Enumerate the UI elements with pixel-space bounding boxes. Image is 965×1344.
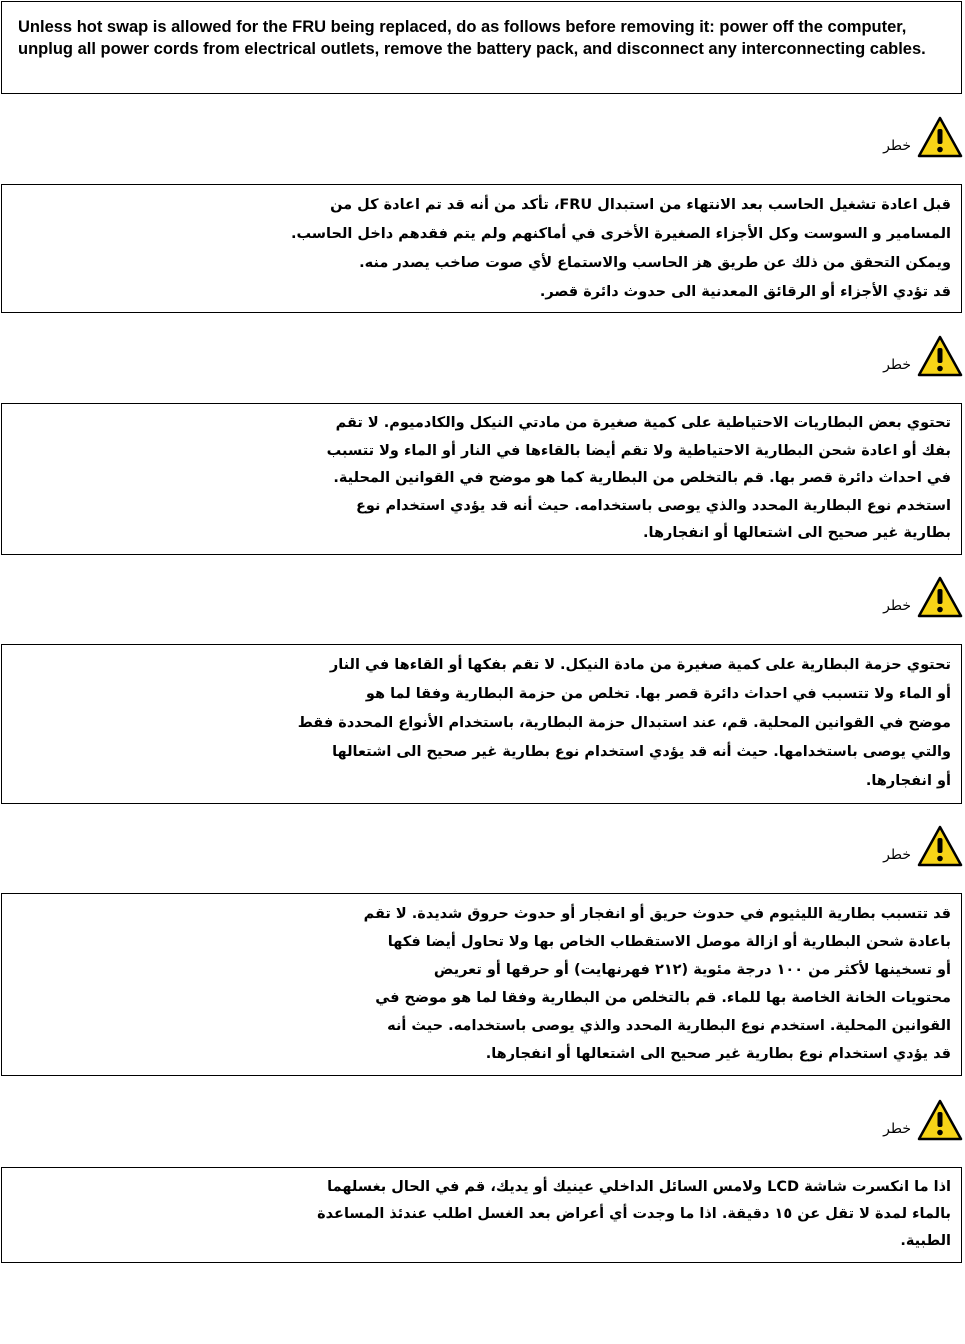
warning-line: اذا ما انكسرت شاشة LCD ولامس السائل الداخلي عينيك أو يديك، قم في الحال بغسلهما xyxy=(327,1179,951,1195)
warning-triangle-icon xyxy=(917,335,963,377)
warning-line: أو الماء ولا تتسبب في احداث دائرة قصر بها. تخلص من حزمة البطارية وفقا لما هو xyxy=(365,686,951,702)
warning-heading-3 xyxy=(873,574,963,618)
warning-line: تحتوي بعض البطاريات الاحتياطية على كمية صغيرة من مادتي النيكل والكادميوم. لا تقم xyxy=(335,415,951,431)
warning-line: قد يؤدي استخدام نوع بطارية غير صحيح الى اشتعالها أو انفجارها. xyxy=(485,1046,951,1062)
warning-line: في احداث دائرة قصر بها. قم بالتخلص من البطارية كما هو موضح في القوانين المحلية. xyxy=(333,470,951,486)
warning-box-5 xyxy=(1,1167,962,1263)
warning-line: أو انفجارها. xyxy=(865,773,951,789)
warning-triangle-icon xyxy=(917,825,963,867)
warning-line: القوانين المحلية. استخدم نوع البطارية المحدد والذي يوصى باستخدامه. حيث أنه xyxy=(387,1018,951,1034)
warning-line: الطبية. xyxy=(900,1233,951,1249)
warning-heading-4 xyxy=(873,823,963,867)
warning-triangle-icon xyxy=(917,1099,963,1141)
warning-line: محتويات الخانة الخاصة بها للماء. قم بالتخلص من البطارية وفقا لما هو موضح في xyxy=(375,990,951,1006)
warning-line: قبل اعادة تشغيل الحاسب بعد الانتهاء من استبدال FRU، تأكد من أنه قد تم اعادة كل من xyxy=(330,197,951,213)
warning-box-4 xyxy=(1,893,962,1076)
warning-heading-2 xyxy=(873,333,963,377)
warning-line: والتي يوصى باستخدامها. حيث أنه قد يؤدي استخدام نوع بطارية غير صحيح الى اشتعالها xyxy=(332,744,951,760)
warning-line: بفك أو اعادة شحن البطارية الاحتياطية ولا تقم أيضا بالقاءها في النار أو الماء ولا تتسبب xyxy=(326,442,951,459)
warning-line: باعادة شحن البطارية أو ازالة موصل الاستقطاب الخاص بها ولا تحاول أيضا فكها xyxy=(387,934,951,950)
warning-heading-1 xyxy=(873,114,963,158)
warning-box-3 xyxy=(1,644,962,804)
warning-line: قد تؤدي الأجزاء أو الرقائق المعدنية الى حدوث دائرة قصر. xyxy=(539,284,951,300)
warning-line: بطارية غير صحيح الى اشتعالها أو انفجارها. xyxy=(643,525,951,541)
warning-label: خطر xyxy=(883,357,911,373)
warning-line: بالماء لمدة لا تقل عن ١٥ دقيقة. اذا ما وجدت أي أعراض بعد الغسل اطلب عندئذ المساعدة xyxy=(317,1206,951,1222)
warning-line: موضح في القوانين المحلية. قم، عند استبدال حزمة البطارية، باستخدام الأنواع المحددة فقط xyxy=(297,715,951,731)
warning-line: قد تتسبب بطارية الليثيوم في حدوث حريق أو انفجار أو حدوث حروق شديدة. لا تقم xyxy=(363,906,951,922)
warning-label: خطر xyxy=(883,1121,911,1137)
warning-triangle-icon xyxy=(917,576,963,618)
warning-line: ويمكن التحقق من ذلك عن طريق هز الحاسب والاستماع لأي صوت صاخب يصدر منه. xyxy=(359,255,951,271)
warning-box-2 xyxy=(1,403,962,555)
warning-triangle-icon xyxy=(917,116,963,158)
warning-line: أو تسخينها لأكثر من ١٠٠ درجة مئوية (٢١٢ فهرنهايت) أو حرقها أو تعريض xyxy=(433,962,951,978)
warning-heading-5 xyxy=(873,1097,963,1141)
warning-label: خطر xyxy=(883,598,911,614)
intro-box xyxy=(1,1,962,94)
warning-line: تحتوي حزمة البطارية على كمية صغيرة من مادة النيكل. لا تقم بفكها أو القاءها في النار xyxy=(329,657,951,673)
warning-line: المسامير و السوست وكل الأجزاء الصغيرة الأخرى في أماكنهم ولم يتم فقدهم داخل الحاسب. xyxy=(290,226,951,242)
intro-text: Unless hot swap is allowed for the FRU being replaced, do as follows before removing it: power off the computer, unplug all power cords from electrical outlets, remove the battery pack, and disconnect any interconnecting cables. xyxy=(18,18,926,58)
warning-label: خطر xyxy=(883,847,911,863)
warning-line: استخدم نوع البطارية المحدد والذي يوصى باستخدامه. حيث أنه قد يؤدي استخدام نوع xyxy=(355,497,951,514)
warning-label: خطر xyxy=(883,138,911,154)
warning-box-1 xyxy=(1,184,962,313)
